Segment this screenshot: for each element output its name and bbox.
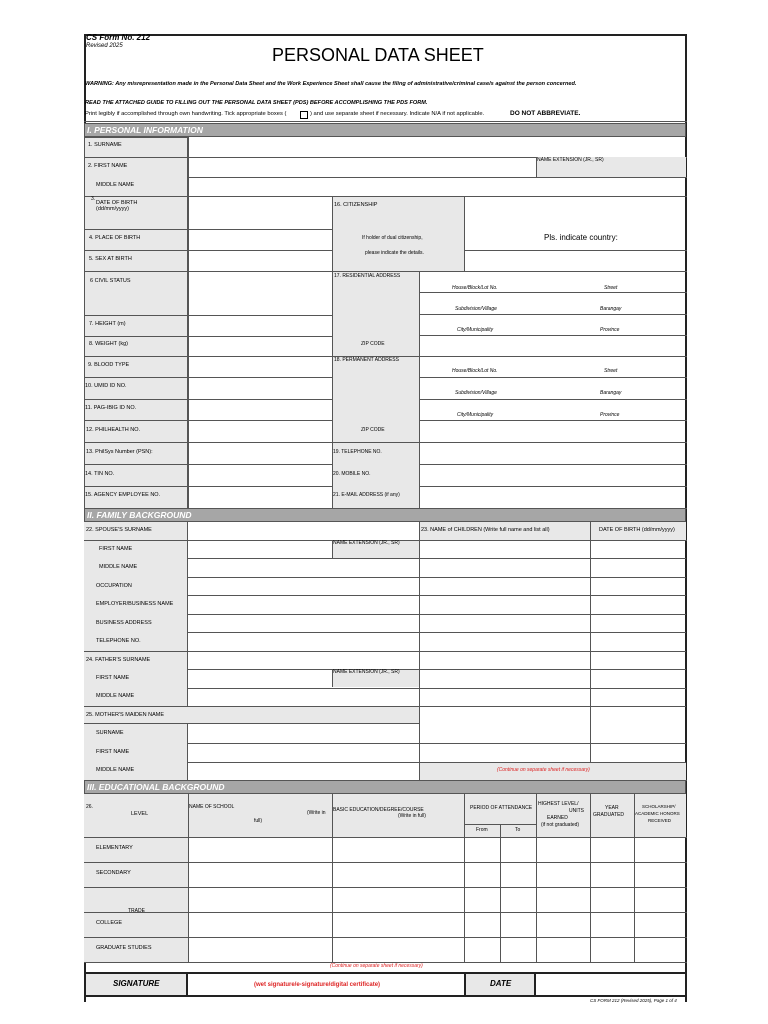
signature-note: (wet signature/e-signature/digital certificate) xyxy=(254,982,381,988)
tin-label: 14. TIN NO. xyxy=(85,471,115,477)
civil-status-label: 6 CIVIL STATUS xyxy=(90,278,131,284)
agency-no-label: 15. AGENCY EMPLOYEE NO. xyxy=(85,492,161,498)
mobile-label: 20. MOBILE NO. xyxy=(333,471,371,477)
perm-city-label: City/Municipality xyxy=(457,412,494,418)
dual-citizen-note-2: please indicate the details. xyxy=(365,250,424,256)
mother-middle-label: MIDDLE NAME xyxy=(96,767,135,773)
employer-label: EMPLOYER/BUSINESS NAME xyxy=(96,601,174,607)
course-subheader: (Write in full) xyxy=(398,813,426,819)
pob-label: 4. PLACE OF BIRTH xyxy=(89,235,141,241)
email-label: 21. E-MAIL ADDRESS (if any) xyxy=(333,492,400,498)
section-personal-info: I. PERSONAL INFORMATION xyxy=(84,123,686,137)
perm-house-label: House/Block/Lot No. xyxy=(452,368,498,374)
not-graduated-header: (if not graduated) xyxy=(541,822,580,828)
level-graduate: GRADUATE STUDIES xyxy=(96,945,152,951)
weight-label: 8. WEIGHT (kg) xyxy=(89,341,129,347)
school-write-in: (Write in xyxy=(307,810,326,816)
first-name-label: 2. FIRST NAME xyxy=(88,163,128,169)
spouse-ext-label: NAME EXTENSION (JR., SR) xyxy=(333,540,400,546)
dob-format: (dd/mm/yyyy) xyxy=(96,206,129,212)
res-subd-label: Subdivision/Village xyxy=(455,306,497,312)
revised-date: Revised 2025 xyxy=(86,43,123,49)
perm-prov-label: Province xyxy=(600,412,620,418)
tick-box-sample xyxy=(300,111,308,119)
print-instruction: Print legibly if accomplished through own handwriting. Tick appropriate boxes ( xyxy=(85,111,287,117)
surname-label: 1. SURNAME xyxy=(88,142,122,148)
from-header: From xyxy=(476,827,488,833)
school-full: full) xyxy=(254,818,263,824)
residential-label: 17. RESIDENTIAL ADDRESS xyxy=(334,273,401,279)
res-street-label: Street xyxy=(604,285,618,291)
scholarship-header: SCHOLARSHIP/ xyxy=(642,804,676,809)
dob-label: DATE OF BIRTH xyxy=(96,200,138,206)
dual-citizen-note: If holder of dual citizenship, xyxy=(362,235,423,241)
received-header: RECEIVED xyxy=(648,818,672,823)
mother-first-label: FIRST NAME xyxy=(96,749,130,755)
units-header: UNITS xyxy=(569,808,584,814)
father-ext-label: NAME EXTENSION (JR., SR) xyxy=(333,669,400,675)
course-header: BASIC EDUCATION/DEGREE/COURSE xyxy=(333,807,424,813)
year-header: YEAR xyxy=(605,805,619,811)
edu-continue-note: (Continue on separate sheet if necessary) xyxy=(330,963,423,969)
edu-number: 26. xyxy=(86,804,93,810)
occupation-label: OCCUPATION xyxy=(96,583,132,589)
res-house-label: House/Block/Lot No. xyxy=(452,285,498,291)
mother-maiden-label: 25. MOTHER'S MAIDEN NAME xyxy=(86,712,165,718)
child-dob-label: DATE OF BIRTH (dd/mm/yyyy) xyxy=(599,527,675,533)
father-middle-label: MIDDLE NAME xyxy=(96,693,135,699)
honors-header: ACADEMIC HONORS xyxy=(635,811,680,816)
level-trade: TRADE xyxy=(128,908,145,914)
print-instruction-2: ) and use separate sheet if necessary. Indicate N/A if not applicable. xyxy=(310,111,485,117)
spouse-telephone-label: TELEPHONE NO. xyxy=(96,638,141,644)
business-address-label: BUSINESS ADDRESS xyxy=(96,620,152,626)
page-title: PERSONAL DATA SHEET xyxy=(272,45,484,65)
middle-name-label: MIDDLE NAME xyxy=(96,182,135,188)
perm-brgy-label: Barangay xyxy=(600,390,622,396)
sex-label: 5. SEX AT BIRTH xyxy=(89,256,132,262)
perm-subd-label: Subdivision/Village xyxy=(455,390,497,396)
perm-street-label: Street xyxy=(604,368,618,374)
level-college: COLLEGE xyxy=(96,920,122,926)
mother-surname-label: SURNAME xyxy=(96,730,124,736)
psn-label: 13. PhilSys Number (PSN): xyxy=(86,449,153,455)
spouse-surname-label: 22. SPOUSE'S SURNAME xyxy=(86,527,152,533)
pagibig-label: 11. PAG-IBIG ID NO. xyxy=(85,405,137,411)
date-label: DATE xyxy=(490,979,512,988)
level-secondary: SECONDARY xyxy=(96,870,131,876)
blood-type-label: 9. BLOOD TYPE xyxy=(88,362,130,368)
form-number: CS Form No. 212 xyxy=(86,33,151,42)
res-prov-label: Province xyxy=(600,327,620,333)
signature-label: SIGNATURE xyxy=(113,979,160,988)
earned-header: EARNED xyxy=(547,815,568,821)
res-brgy-label: Barangay xyxy=(600,306,622,312)
country-prompt: Pls. indicate country: xyxy=(544,233,618,242)
to-header: To xyxy=(515,827,521,833)
spouse-middle-label: MIDDLE NAME xyxy=(99,564,138,570)
dob-number: 3. xyxy=(91,196,96,202)
res-zip-label: ZIP CODE xyxy=(361,341,385,347)
citizenship-label: 16. CITIZENSHIP xyxy=(334,202,378,208)
umid-label: 10. UMID ID NO. xyxy=(85,383,127,389)
warning-text: WARNING: Any misrepresentation made in the Personal Data Sheet and the Work Experience Sheet shall cause the filing of administrative/criminal case/s against the person concerned. xyxy=(85,81,577,87)
height-label: 7. HEIGHT (m) xyxy=(89,321,126,327)
children-label: 23. NAME of CHILDREN (Write full name and list all) xyxy=(421,527,550,533)
page-footer: CS FORM 212 (Revised 2025), Page 1 of 4 xyxy=(590,998,677,1003)
read-guide-text: READ THE ATTACHED GUIDE TO FILLING OUT THE PERSONAL DATA SHEET (PDS) BEFORE ACCOMPLISHING THE PDS FORM. xyxy=(85,100,428,106)
section-education: III. EDUCATIONAL BACKGROUND xyxy=(84,780,686,794)
graduated-header: GRADUATED xyxy=(593,812,625,818)
res-city-label: City/Municipality xyxy=(457,327,494,333)
perm-zip-label: ZIP CODE xyxy=(361,427,385,433)
father-surname-label: 24. FATHER'S SURNAME xyxy=(86,657,151,663)
level-elementary: ELEMENTARY xyxy=(96,845,133,851)
school-header: NAME OF SCHOOL xyxy=(189,804,235,810)
philhealth-label: 12. PHILHEALTH NO. xyxy=(86,427,140,433)
date-field[interactable] xyxy=(537,974,685,995)
family-continue-note: (Continue on separate sheet if necessary) xyxy=(497,767,590,773)
name-ext-label: NAME EXTENSION (JR., SR) xyxy=(537,157,604,163)
period-header: PERIOD OF ATTENDANCE xyxy=(470,805,533,811)
section-family: II. FAMILY BACKGROUND xyxy=(84,508,686,522)
telephone-label: 19. TELEPHONE NO. xyxy=(333,449,382,455)
permanent-label: 18. PERMANENT ADDRESS xyxy=(334,357,399,363)
highest-level-header: HIGHEST LEVEL/ xyxy=(538,801,579,807)
father-first-label: FIRST NAME xyxy=(96,675,130,681)
spouse-first-label: FIRST NAME xyxy=(99,546,133,552)
no-abbrev-text: DO NOT ABBREVIATE. xyxy=(510,110,581,117)
level-header: LEVEL xyxy=(131,811,149,817)
